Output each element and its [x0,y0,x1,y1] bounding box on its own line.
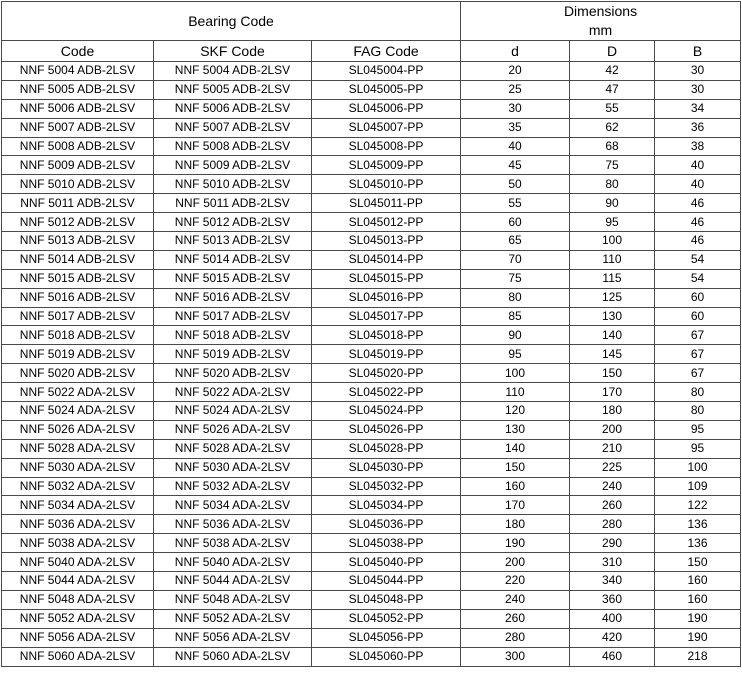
skf-code-cell: NNF 5011 ADB-2LSV [154,194,312,213]
fag-code-cell: SL045010-PP [312,175,461,194]
outer-d-cell: 130 [570,307,655,326]
b-cell: 80 [655,383,741,402]
table-row [2,269,741,288]
table-row [2,647,741,666]
table-body [2,62,741,667]
code-cell: NNF 5005 ADB-2LSV [2,80,154,99]
column-header-code: Code [2,41,154,62]
table-row [2,250,741,269]
d-cell: 160 [461,477,570,496]
outer-d-cell: 460 [570,647,655,666]
outer-d-cell: 62 [570,118,655,137]
code-cell: NNF 5038 ADA-2LSV [2,534,154,553]
table-row [2,307,741,326]
code-cell: NNF 5060 ADA-2LSV [2,647,154,666]
skf-code-cell: NNF 5014 ADB-2LSV [154,250,312,269]
outer-d-cell: 210 [570,439,655,458]
fag-code-cell: SL045026-PP [312,420,461,439]
outer-d-cell: 145 [570,345,655,364]
outer-d-cell: 420 [570,628,655,647]
table-row [2,137,741,156]
code-cell: NNF 5009 ADB-2LSV [2,156,154,175]
fag-code-cell: SL045040-PP [312,553,461,572]
code-cell: NNF 5011 ADB-2LSV [2,194,154,213]
code-cell: NNF 5040 ADA-2LSV [2,553,154,572]
skf-code-cell: NNF 5015 ADB-2LSV [154,269,312,288]
b-cell: 95 [655,420,741,439]
b-cell: 190 [655,628,741,647]
skf-code-cell: NNF 5060 ADA-2LSV [154,647,312,666]
fag-code-cell: SL045028-PP [312,439,461,458]
d-cell: 85 [461,307,570,326]
d-cell: 35 [461,118,570,137]
skf-code-cell: NNF 5004 ADB-2LSV [154,62,312,81]
code-cell: NNF 5016 ADB-2LSV [2,288,154,307]
d-cell: 170 [461,496,570,515]
table-row [2,572,741,591]
table-row [2,477,741,496]
d-cell: 65 [461,232,570,251]
b-cell: 136 [655,515,741,534]
fag-code-cell: SL045060-PP [312,647,461,666]
code-cell: NNF 5014 ADB-2LSV [2,250,154,269]
d-cell: 280 [461,628,570,647]
outer-d-cell: 100 [570,232,655,251]
table-row [2,80,741,99]
outer-d-cell: 68 [570,137,655,156]
skf-code-cell: NNF 5024 ADA-2LSV [154,402,312,421]
table-row [2,515,741,534]
b-cell: 36 [655,118,741,137]
outer-d-cell: 225 [570,458,655,477]
d-cell: 300 [461,647,570,666]
b-cell: 109 [655,477,741,496]
table-row [2,118,741,137]
code-cell: NNF 5019 ADB-2LSV [2,345,154,364]
d-cell: 25 [461,80,570,99]
d-cell: 95 [461,345,570,364]
code-cell: NNF 5020 ADB-2LSV [2,364,154,383]
column-header-skf-code: SKF Code [154,41,312,62]
d-cell: 180 [461,515,570,534]
code-cell: NNF 5056 ADA-2LSV [2,628,154,647]
fag-code-cell: SL045013-PP [312,232,461,251]
b-cell: 40 [655,156,741,175]
table-row [2,345,741,364]
table-row [2,62,741,81]
outer-d-cell: 180 [570,402,655,421]
code-cell: NNF 5006 ADB-2LSV [2,99,154,118]
fag-code-cell: SL045007-PP [312,118,461,137]
skf-code-cell: NNF 5038 ADA-2LSV [154,534,312,553]
d-cell: 240 [461,590,570,609]
column-header-fag-code: FAG Code [312,41,461,62]
outer-d-cell: 280 [570,515,655,534]
b-cell: 54 [655,269,741,288]
table-row [2,590,741,609]
fag-code-cell: SL045056-PP [312,628,461,647]
d-cell: 140 [461,439,570,458]
fag-code-cell: SL045015-PP [312,269,461,288]
outer-d-cell: 360 [570,590,655,609]
outer-d-cell: 47 [570,80,655,99]
code-cell: NNF 5004 ADB-2LSV [2,62,154,81]
outer-d-cell: 90 [570,194,655,213]
outer-d-cell: 55 [570,99,655,118]
code-cell: NNF 5036 ADA-2LSV [2,515,154,534]
d-cell: 100 [461,364,570,383]
bearing-code-header: Bearing Code [2,2,461,41]
d-cell: 190 [461,534,570,553]
fag-code-cell: SL045052-PP [312,609,461,628]
outer-d-cell: 340 [570,572,655,591]
dimensions-unit: mm [588,22,613,38]
fag-code-cell: SL045012-PP [312,213,461,232]
b-cell: 80 [655,402,741,421]
code-cell: NNF 5028 ADA-2LSV [2,439,154,458]
outer-d-cell: 80 [570,175,655,194]
skf-code-cell: NNF 5056 ADA-2LSV [154,628,312,647]
fag-code-cell: SL045006-PP [312,99,461,118]
code-cell: NNF 5007 ADB-2LSV [2,118,154,137]
d-cell: 50 [461,175,570,194]
b-cell: 67 [655,326,741,345]
skf-code-cell: NNF 5010 ADB-2LSV [154,175,312,194]
skf-code-cell: NNF 5040 ADA-2LSV [154,553,312,572]
d-cell: 220 [461,572,570,591]
skf-code-cell: NNF 5036 ADA-2LSV [154,515,312,534]
bearing-table [1,1,741,667]
skf-code-cell: NNF 5006 ADB-2LSV [154,99,312,118]
b-cell: 60 [655,307,741,326]
code-cell: NNF 5048 ADA-2LSV [2,590,154,609]
b-cell: 46 [655,232,741,251]
code-cell: NNF 5008 ADB-2LSV [2,137,154,156]
code-cell: NNF 5052 ADA-2LSV [2,609,154,628]
table-row [2,458,741,477]
table-row [2,326,741,345]
table-row [2,420,741,439]
skf-code-cell: NNF 5018 ADB-2LSV [154,326,312,345]
d-cell: 90 [461,326,570,345]
b-cell: 34 [655,99,741,118]
fag-code-cell: SL045014-PP [312,250,461,269]
fag-code-cell: SL045019-PP [312,345,461,364]
b-cell: 95 [655,439,741,458]
table-row [2,553,741,572]
fag-code-cell: SL045018-PP [312,326,461,345]
fag-code-cell: SL045009-PP [312,156,461,175]
dimensions-title: Dimensions [563,3,638,19]
column-header-d-inner: d [461,41,570,62]
skf-code-cell: NNF 5020 ADB-2LSV [154,364,312,383]
fag-code-cell: SL045030-PP [312,458,461,477]
code-cell: NNF 5032 ADA-2LSV [2,477,154,496]
table-row [2,402,741,421]
code-cell: NNF 5012 ADB-2LSV [2,213,154,232]
d-cell: 20 [461,62,570,81]
d-cell: 110 [461,383,570,402]
outer-d-cell: 125 [570,288,655,307]
skf-code-cell: NNF 5009 ADB-2LSV [154,156,312,175]
table-row [2,213,741,232]
b-cell: 122 [655,496,741,515]
column-header-d-outer: D [570,41,655,62]
fag-code-cell: SL045017-PP [312,307,461,326]
b-cell: 136 [655,534,741,553]
skf-code-cell: NNF 5032 ADA-2LSV [154,477,312,496]
code-cell: NNF 5030 ADA-2LSV [2,458,154,477]
outer-d-cell: 260 [570,496,655,515]
d-cell: 40 [461,137,570,156]
b-cell: 38 [655,137,741,156]
fag-code-cell: SL045008-PP [312,137,461,156]
b-cell: 67 [655,364,741,383]
fag-code-cell: SL045032-PP [312,477,461,496]
d-cell: 45 [461,156,570,175]
b-cell: 30 [655,62,741,81]
d-cell: 200 [461,553,570,572]
outer-d-cell: 400 [570,609,655,628]
fag-code-cell: SL045004-PP [312,62,461,81]
skf-code-cell: NNF 5013 ADB-2LSV [154,232,312,251]
code-cell: NNF 5034 ADA-2LSV [2,496,154,515]
b-cell: 160 [655,590,741,609]
d-cell: 80 [461,288,570,307]
table-row [2,175,741,194]
table-row [2,194,741,213]
b-cell: 54 [655,250,741,269]
code-cell: NNF 5026 ADA-2LSV [2,420,154,439]
fag-code-cell: SL045022-PP [312,383,461,402]
b-cell: 40 [655,175,741,194]
skf-code-cell: NNF 5005 ADB-2LSV [154,80,312,99]
d-cell: 70 [461,250,570,269]
outer-d-cell: 95 [570,213,655,232]
fag-code-cell: SL045011-PP [312,194,461,213]
table-row [2,156,741,175]
table-row [2,288,741,307]
d-cell: 260 [461,609,570,628]
fag-code-cell: SL045020-PP [312,364,461,383]
fag-code-cell: SL045034-PP [312,496,461,515]
table-row [2,496,741,515]
b-cell: 46 [655,194,741,213]
skf-code-cell: NNF 5044 ADA-2LSV [154,572,312,591]
fag-code-cell: SL045038-PP [312,534,461,553]
table-row [2,99,741,118]
d-cell: 55 [461,194,570,213]
group-header-row [2,2,741,41]
outer-d-cell: 290 [570,534,655,553]
outer-d-cell: 115 [570,269,655,288]
table-row [2,383,741,402]
skf-code-cell: NNF 5030 ADA-2LSV [154,458,312,477]
code-cell: NNF 5024 ADA-2LSV [2,402,154,421]
b-cell: 60 [655,288,741,307]
column-header-row [2,41,741,62]
code-cell: NNF 5015 ADB-2LSV [2,269,154,288]
b-cell: 46 [655,213,741,232]
column-header-b-width: B [655,41,741,62]
skf-code-cell: NNF 5048 ADA-2LSV [154,590,312,609]
code-cell: NNF 5022 ADA-2LSV [2,383,154,402]
b-cell: 150 [655,553,741,572]
d-cell: 60 [461,213,570,232]
code-cell: NNF 5017 ADB-2LSV [2,307,154,326]
code-cell: NNF 5013 ADB-2LSV [2,232,154,251]
outer-d-cell: 110 [570,250,655,269]
skf-code-cell: NNF 5028 ADA-2LSV [154,439,312,458]
outer-d-cell: 75 [570,156,655,175]
skf-code-cell: NNF 5016 ADB-2LSV [154,288,312,307]
outer-d-cell: 42 [570,62,655,81]
table-row [2,232,741,251]
skf-code-cell: NNF 5034 ADA-2LSV [154,496,312,515]
b-cell: 100 [655,458,741,477]
table-row [2,439,741,458]
outer-d-cell: 240 [570,477,655,496]
fag-code-cell: SL045036-PP [312,515,461,534]
outer-d-cell: 170 [570,383,655,402]
d-cell: 75 [461,269,570,288]
outer-d-cell: 140 [570,326,655,345]
d-cell: 130 [461,420,570,439]
outer-d-cell: 310 [570,553,655,572]
code-cell: NNF 5010 ADB-2LSV [2,175,154,194]
skf-code-cell: NNF 5008 ADB-2LSV [154,137,312,156]
skf-code-cell: NNF 5052 ADA-2LSV [154,609,312,628]
code-cell: NNF 5018 ADB-2LSV [2,326,154,345]
table-row [2,609,741,628]
d-cell: 120 [461,402,570,421]
fag-code-cell: SL045024-PP [312,402,461,421]
fag-code-cell: SL045005-PP [312,80,461,99]
fag-code-cell: SL045048-PP [312,590,461,609]
table-row [2,628,741,647]
d-cell: 30 [461,99,570,118]
skf-code-cell: NNF 5012 ADB-2LSV [154,213,312,232]
b-cell: 218 [655,647,741,666]
skf-code-cell: NNF 5017 ADB-2LSV [154,307,312,326]
b-cell: 160 [655,572,741,591]
b-cell: 190 [655,609,741,628]
b-cell: 30 [655,80,741,99]
b-cell: 67 [655,345,741,364]
table-row [2,364,741,383]
skf-code-cell: NNF 5026 ADA-2LSV [154,420,312,439]
dimensions-header [461,2,741,41]
fag-code-cell: SL045044-PP [312,572,461,591]
code-cell: NNF 5044 ADA-2LSV [2,572,154,591]
d-cell: 150 [461,458,570,477]
skf-code-cell: NNF 5007 ADB-2LSV [154,118,312,137]
outer-d-cell: 150 [570,364,655,383]
skf-code-cell: NNF 5019 ADB-2LSV [154,345,312,364]
fag-code-cell: SL045016-PP [312,288,461,307]
table-row [2,534,741,553]
outer-d-cell: 200 [570,420,655,439]
skf-code-cell: NNF 5022 ADA-2LSV [154,383,312,402]
